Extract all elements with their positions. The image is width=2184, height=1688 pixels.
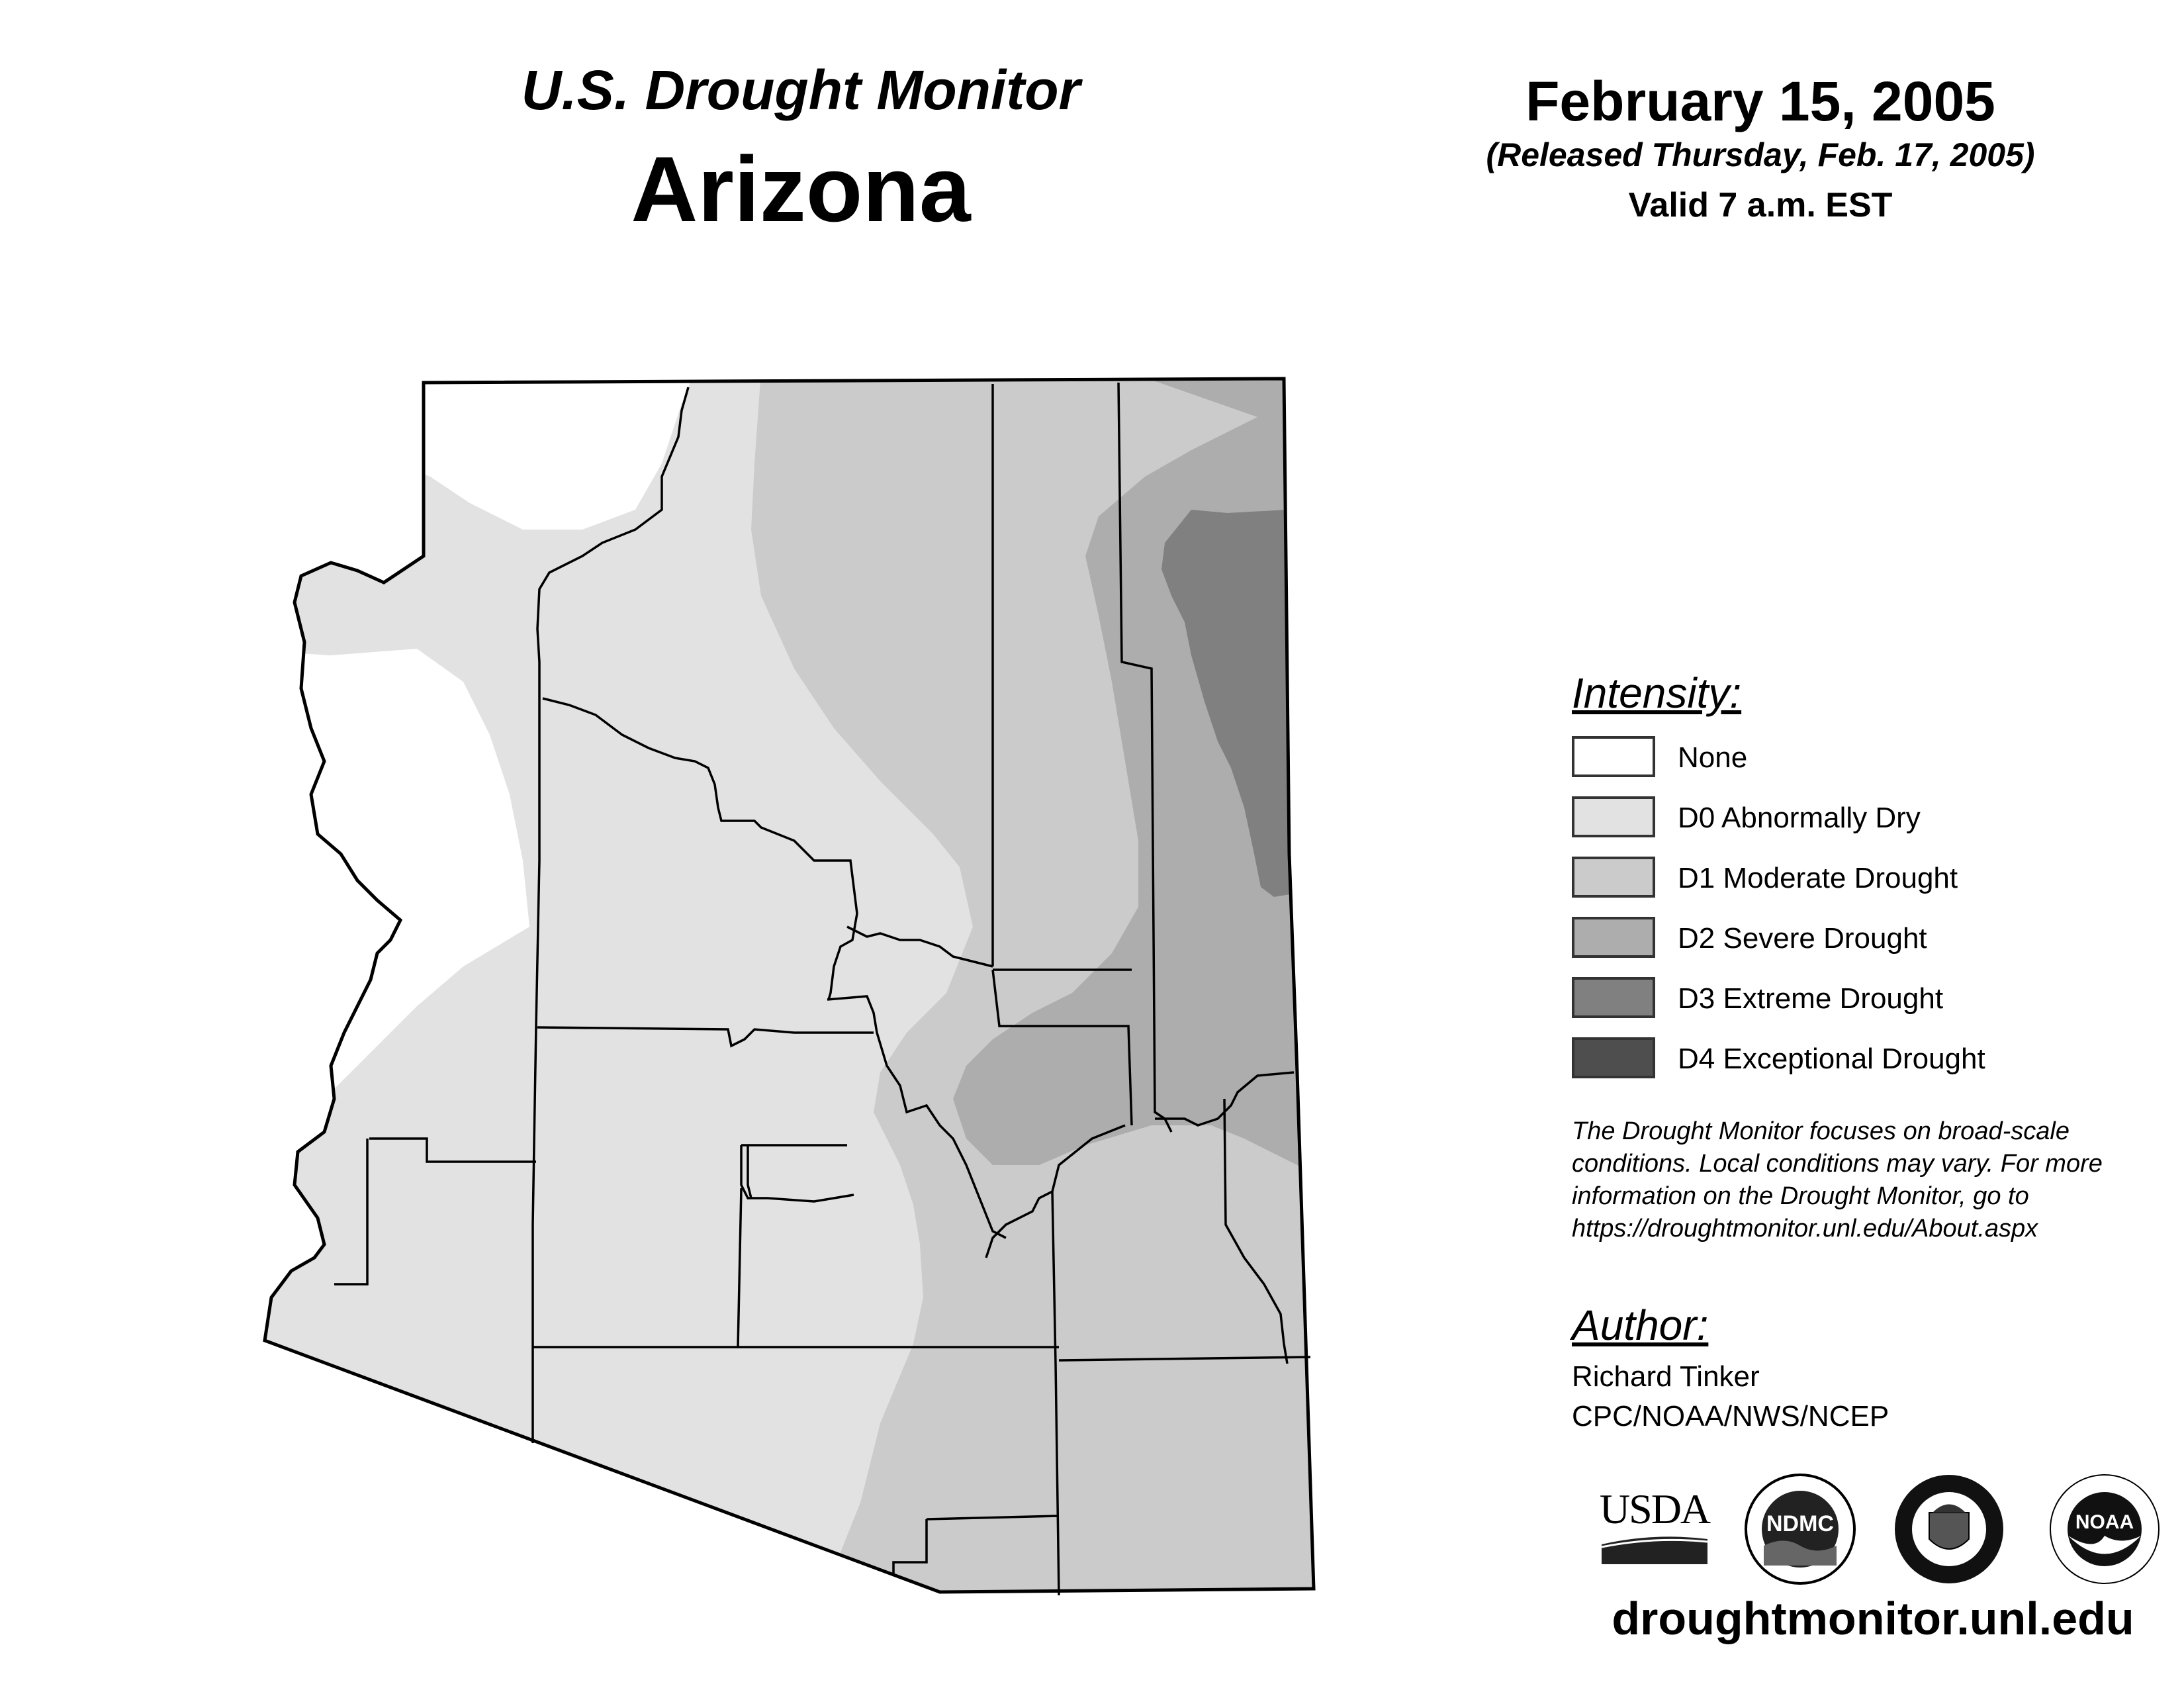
department-of-commerce-seal-icon [1893, 1473, 2005, 1585]
ndmc-logo-text: NDMC [1766, 1511, 1834, 1536]
legend-swatch [1572, 796, 1655, 837]
legend-label: D2 Severe Drought [1678, 922, 1927, 955]
legend-swatch [1572, 1037, 1655, 1078]
legend-swatch [1572, 917, 1655, 958]
release-date: (Released Thursday, Feb. 17, 2005) [1486, 136, 2035, 173]
map-date: February 15, 2005 [1525, 70, 1995, 132]
author-title: Author: [1572, 1301, 1709, 1349]
doc-seal-logo [1893, 1473, 2005, 1585]
usda-logo-mark [1595, 1532, 1714, 1566]
noaa-logo [2048, 1473, 2161, 1585]
noaa-logo-text: NOAA [2075, 1511, 2134, 1533]
legend-label: D3 Extreme Drought [1678, 982, 1944, 1015]
author-name: Richard Tinker [1572, 1360, 1760, 1393]
disclaimer-note: The Drought Monitor focuses on broad-scale conditions. Local conditions may vary. For more information on the Drought Monitor, go to https://droughtmonitor.unl.edu/About.aspx [1572, 1117, 2103, 1243]
ndmc-logo [1744, 1473, 1856, 1585]
usda-logo-text: USDA [1599, 1485, 1710, 1532]
author-organization: CPC/NOAA/NWS/NCEP [1572, 1400, 1889, 1432]
website-link[interactable]: droughtmonitor.unl.edu [1612, 1593, 2134, 1644]
valid-time: Valid 7 a.m. EST [1628, 186, 1893, 224]
usda-logo [1595, 1486, 1714, 1566]
legend-label: D1 Moderate Drought [1678, 862, 1958, 894]
map-product-title: U.S. Drought Monitor [521, 59, 1081, 121]
state-title: Arizona [631, 137, 971, 241]
legend-swatch [1572, 977, 1655, 1018]
legend-swatch [1572, 736, 1655, 777]
legend-swatch [1572, 857, 1655, 898]
legend-label: D0 Abnormally Dry [1678, 802, 1921, 834]
legend-label: D4 Exceptional Drought [1678, 1043, 1985, 1075]
legend-label: None [1678, 741, 1748, 774]
legend-title: Intensity: [1572, 669, 1742, 717]
